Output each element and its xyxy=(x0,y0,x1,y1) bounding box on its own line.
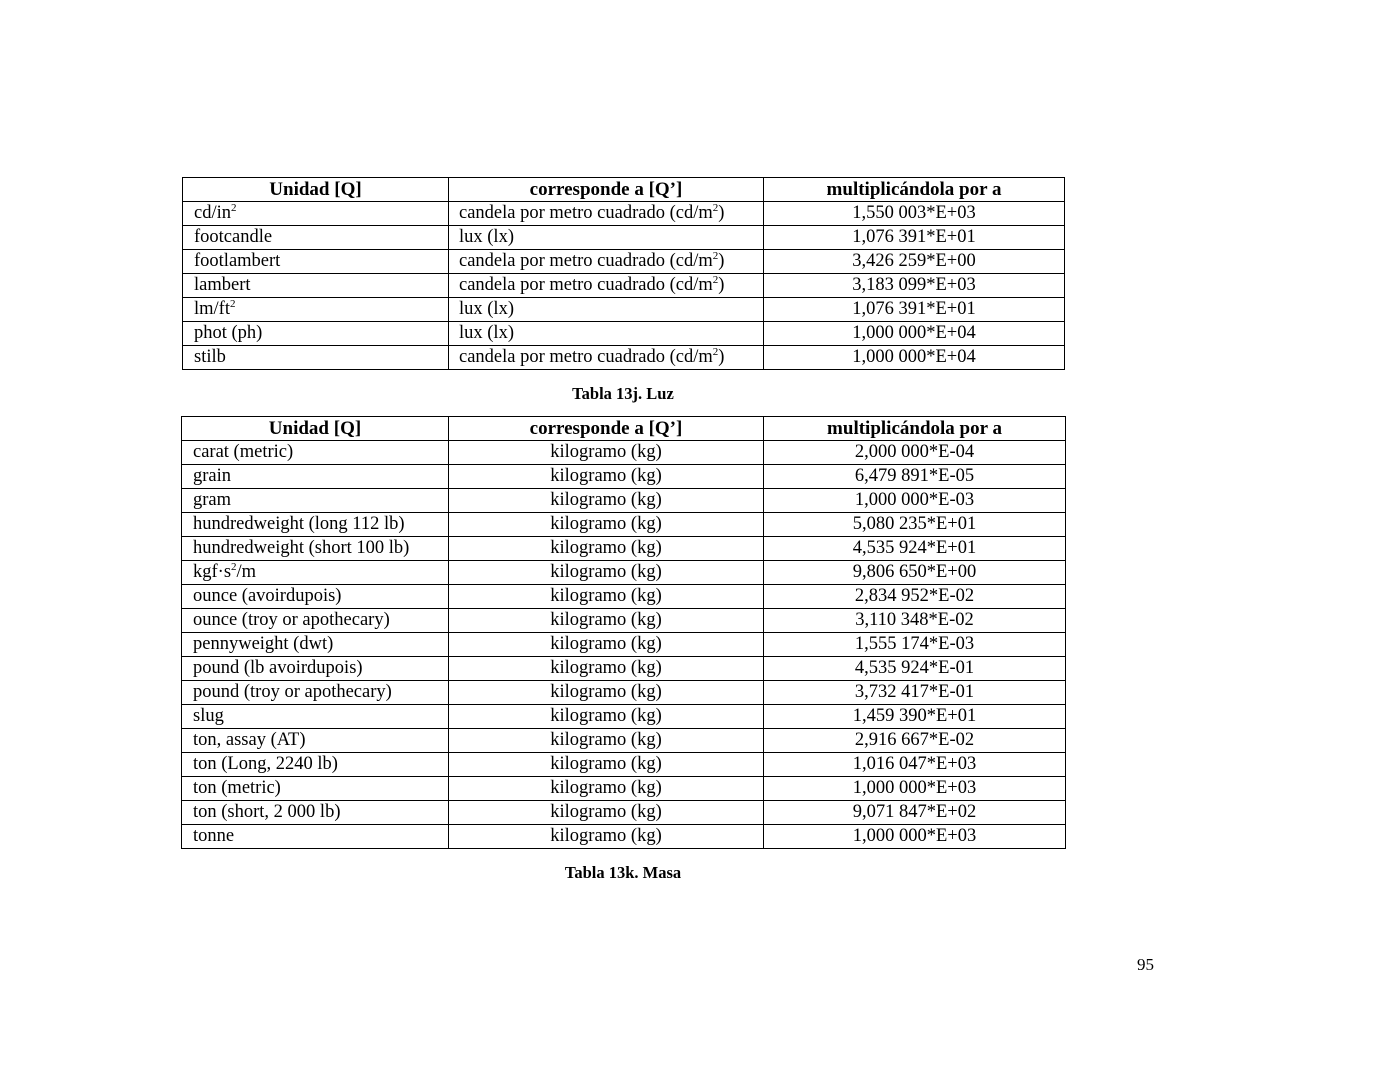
unit-text: stilb xyxy=(194,347,226,368)
unit-text: pennyweight (dwt) xyxy=(193,634,334,655)
target-unit-cell xyxy=(449,346,764,370)
target-superscript: 2 xyxy=(712,346,719,359)
table-row xyxy=(182,801,1066,825)
unit-text: hundredweight (long 112 lb) xyxy=(193,514,405,535)
target-unit-cell xyxy=(449,322,764,346)
unit-cell xyxy=(182,465,449,489)
unit-cell xyxy=(182,489,449,513)
unit-cell xyxy=(183,250,449,274)
unit-cell xyxy=(182,657,449,681)
target-text: candela por metro cuadrado (cd/m xyxy=(459,347,713,368)
target-text: lux (lx) xyxy=(459,227,514,248)
factor-cell: 3,732 417*E-01 xyxy=(764,681,1066,705)
target-text-end: ) xyxy=(718,347,725,368)
target-unit-cell xyxy=(449,274,764,298)
table-row xyxy=(182,633,1066,657)
luz-conversion-table xyxy=(182,177,1065,370)
unit-text: hundredweight (short 100 lb) xyxy=(193,538,410,559)
target-unit-cell: kilogramo (kg) xyxy=(449,753,764,777)
target-unit-cell: kilogramo (kg) xyxy=(449,585,764,609)
unit-superscript: 2 xyxy=(229,298,236,311)
table-row xyxy=(182,777,1066,801)
target-unit-cell: kilogramo (kg) xyxy=(449,729,764,753)
factor-cell: 3,110 348*E-02 xyxy=(764,609,1066,633)
factor-cell: 1,459 390*E+01 xyxy=(764,705,1066,729)
target-superscript: 2 xyxy=(712,250,719,263)
unit-cell xyxy=(182,609,449,633)
target-unit-cell: kilogramo (kg) xyxy=(449,513,764,537)
table-row xyxy=(183,346,1065,370)
unit-cell xyxy=(183,298,449,322)
table-row xyxy=(183,274,1065,298)
table-row xyxy=(182,705,1066,729)
factor-cell: 6,479 891*E-05 xyxy=(764,465,1066,489)
target-unit-cell: kilogramo (kg) xyxy=(449,489,764,513)
target-unit-cell: kilogramo (kg) xyxy=(449,801,764,825)
unit-cell xyxy=(182,585,449,609)
table-row xyxy=(182,489,1066,513)
factor-cell: 2,834 952*E-02 xyxy=(764,585,1066,609)
target-unit-cell xyxy=(449,298,764,322)
table-caption-masa: Tabla 13k. Masa xyxy=(564,863,682,882)
unit-cell xyxy=(183,202,449,226)
unit-text: phot (ph) xyxy=(194,323,263,344)
factor-cell: 1,076 391*E+01 xyxy=(764,226,1065,250)
masa-table-body xyxy=(182,441,1066,849)
target-unit-cell: kilogramo (kg) xyxy=(449,537,764,561)
unit-cell xyxy=(182,681,449,705)
unit-text: ton (metric) xyxy=(193,778,281,799)
unit-text: ton, assay (AT) xyxy=(193,730,306,751)
unit-cell xyxy=(182,633,449,657)
unit-text: ounce (avoirdupois) xyxy=(193,586,342,607)
table-row xyxy=(182,585,1066,609)
target-text: candela por metro cuadrado (cd/m xyxy=(459,251,713,272)
target-text: lux (lx) xyxy=(459,299,514,320)
unit-text: kgf·s xyxy=(193,562,232,583)
target-text-end: ) xyxy=(718,203,725,224)
target-text: lux (lx) xyxy=(459,323,514,344)
target-superscript: 2 xyxy=(712,202,719,215)
unit-text: ton (short, 2 000 lb) xyxy=(193,802,341,823)
unit-text: grain xyxy=(193,466,232,487)
unit-cell xyxy=(182,561,449,585)
target-unit-cell xyxy=(449,250,764,274)
unit-text: footlambert xyxy=(194,251,281,272)
table-row xyxy=(182,513,1066,537)
table-row xyxy=(182,537,1066,561)
unit-text: ton (Long, 2240 lb) xyxy=(193,754,338,775)
column-header-unit: Unidad [Q] xyxy=(183,178,449,202)
target-text-end: ) xyxy=(718,251,725,272)
target-superscript: 2 xyxy=(712,274,719,287)
target-unit-cell: kilogramo (kg) xyxy=(449,777,764,801)
factor-cell: 2,000 000*E-04 xyxy=(764,441,1066,465)
table-row xyxy=(182,657,1066,681)
unit-cell xyxy=(182,513,449,537)
unit-superscript: 2 xyxy=(231,202,237,215)
table-row xyxy=(183,250,1065,274)
unit-cell xyxy=(183,274,449,298)
target-unit-cell: kilogramo (kg) xyxy=(449,465,764,489)
unit-cell xyxy=(183,346,449,370)
target-unit-cell: kilogramo (kg) xyxy=(449,705,764,729)
unit-cell xyxy=(182,753,449,777)
unit-cell xyxy=(183,226,449,250)
target-unit-cell: kilogramo (kg) xyxy=(449,681,764,705)
target-text: candela por metro cuadrado (cd/m xyxy=(459,275,713,296)
unit-cell xyxy=(183,322,449,346)
column-header-factor: multiplicándola por a xyxy=(764,178,1065,202)
target-text: candela por metro cuadrado (cd/m xyxy=(459,203,713,224)
table-header-row xyxy=(182,417,1066,441)
factor-cell: 9,071 847*E+02 xyxy=(764,801,1066,825)
unit-cell xyxy=(182,705,449,729)
target-unit-cell: kilogramo (kg) xyxy=(449,561,764,585)
table-row xyxy=(182,441,1066,465)
unit-text: carat (metric) xyxy=(193,442,294,463)
column-header-target: corresponde a [Q’] xyxy=(449,417,764,441)
unit-text: slug xyxy=(193,706,224,727)
table-header-row xyxy=(183,178,1065,202)
unit-cell xyxy=(182,801,449,825)
factor-cell: 1,000 000*E+03 xyxy=(764,825,1066,849)
table-row xyxy=(183,298,1065,322)
unit-text: gram xyxy=(193,490,232,511)
unit-text: footcandle xyxy=(194,227,273,248)
table-row xyxy=(183,322,1065,346)
factor-cell: 4,535 924*E-01 xyxy=(764,657,1066,681)
unit-text-end: /m xyxy=(236,562,257,583)
unit-cell xyxy=(182,441,449,465)
unit-text: lambert xyxy=(194,275,251,296)
column-header-target: corresponde a [Q’] xyxy=(449,178,764,202)
unit-text: lm/ft xyxy=(194,299,230,320)
column-header-factor: multiplicándola por a xyxy=(764,417,1066,441)
factor-cell: 1,000 000*E+03 xyxy=(764,777,1066,801)
factor-cell: 9,806 650*E+00 xyxy=(764,561,1066,585)
target-unit-cell xyxy=(449,202,764,226)
table-row xyxy=(182,753,1066,777)
table-row xyxy=(183,202,1065,226)
factor-cell: 1,016 047*E+03 xyxy=(764,753,1066,777)
table-row xyxy=(183,226,1065,250)
unit-superscript: 2 xyxy=(231,561,237,574)
luz-table-body xyxy=(183,202,1065,370)
factor-cell: 3,183 099*E+03 xyxy=(764,274,1065,298)
unit-cell xyxy=(182,825,449,849)
factor-cell: 1,000 000*E+04 xyxy=(764,322,1065,346)
unit-text: pound (lb avoirdupois) xyxy=(193,658,363,679)
table-row xyxy=(182,681,1066,705)
unit-cell xyxy=(182,729,449,753)
table-row xyxy=(182,729,1066,753)
unit-text: pound (troy or apothecary) xyxy=(193,682,392,703)
column-header-unit: Unidad [Q] xyxy=(182,417,449,441)
target-unit-cell xyxy=(449,226,764,250)
table-row xyxy=(182,609,1066,633)
unit-text: tonne xyxy=(193,826,235,847)
target-unit-cell: kilogramo (kg) xyxy=(449,657,764,681)
factor-cell: 1,076 391*E+01 xyxy=(764,298,1065,322)
factor-cell: 5,080 235*E+01 xyxy=(764,513,1066,537)
unit-text: cd/in xyxy=(194,203,231,224)
unit-cell xyxy=(182,537,449,561)
factor-cell: 4,535 924*E+01 xyxy=(764,537,1066,561)
table-row xyxy=(182,465,1066,489)
unit-cell xyxy=(182,777,449,801)
table-row xyxy=(182,561,1066,585)
table-caption-luz: Tabla 13j. Luz xyxy=(572,384,674,403)
factor-cell: 1,000 000*E+04 xyxy=(764,346,1065,370)
table-row xyxy=(182,825,1066,849)
target-text-end: ) xyxy=(718,275,725,296)
target-unit-cell: kilogramo (kg) xyxy=(449,609,764,633)
unit-text: ounce (troy or apothecary) xyxy=(193,610,390,631)
target-unit-cell: kilogramo (kg) xyxy=(449,441,764,465)
factor-cell: 2,916 667*E-02 xyxy=(764,729,1066,753)
factor-cell: 1,000 000*E-03 xyxy=(764,489,1066,513)
target-unit-cell: kilogramo (kg) xyxy=(449,825,764,849)
target-unit-cell: kilogramo (kg) xyxy=(449,633,764,657)
masa-conversion-table xyxy=(181,416,1066,849)
page-number: 95 xyxy=(1137,955,1154,974)
factor-cell: 1,550 003*E+03 xyxy=(764,202,1065,226)
factor-cell: 3,426 259*E+00 xyxy=(764,250,1065,274)
factor-cell: 1,555 174*E-03 xyxy=(764,633,1066,657)
